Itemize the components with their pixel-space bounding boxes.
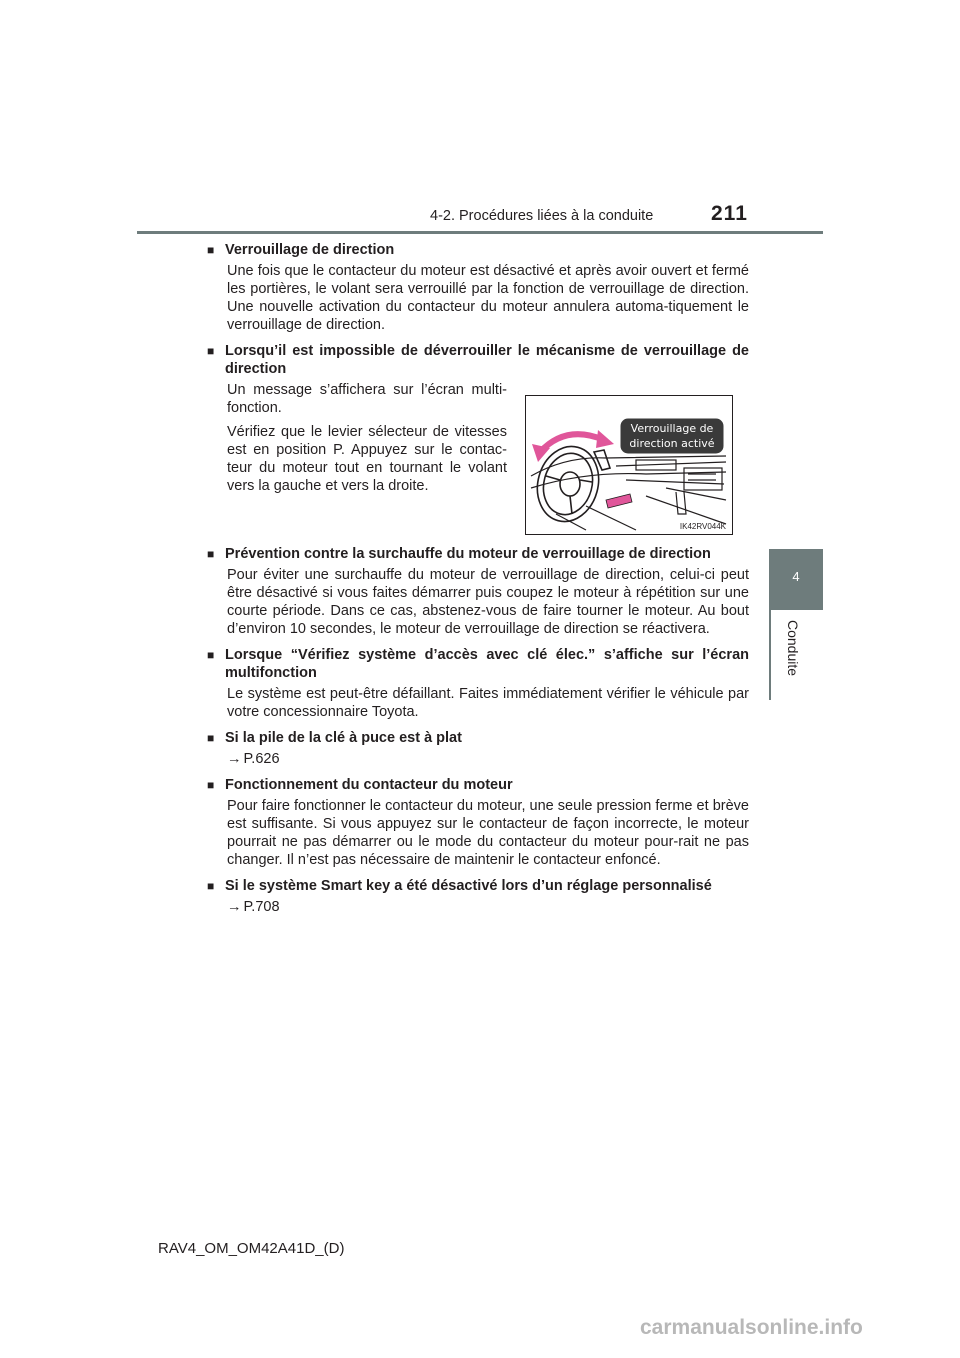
chapter-number: 4: [792, 569, 800, 584]
section-heading: ■ Prévention contre la surchauffe du moteur de verrouillage de direction: [207, 545, 749, 563]
section-heading: ■ Lorsqu’il est impossible de déverrouiller le mécanisme de verrouillage de direction: [207, 342, 749, 378]
section-heading: ■ Verrouillage de direction: [207, 241, 749, 259]
section-paragraph: Vérifiez que le levier sélecteur de vitesses est en position P. Appuyez sur le contac-teur du moteur tout en tournant le volant vers la gauche et vers la droite.: [227, 424, 507, 494]
section-paragraph: Pour éviter une surchauffe du moteur de verrouillage de direction, celui-ci peut être désactivé si vous faites démarrer puis coupez le moteur à répétition sur une courte période. Dans ce cas, abstenez-vous de faire tourner le moteur. Au bout d’environ 10 secondes, le moteur de verrouillage de direction se réactivera.: [227, 567, 749, 637]
arrow-icon: →: [227, 751, 242, 767]
watermark[interactable]: carmanualsonline.info: [640, 1316, 863, 1339]
section-engine-switch-operation: [207, 776, 749, 869]
page-reference: [227, 898, 749, 916]
section-heading: ■ Si la pile de la clé à puce est à plat: [207, 729, 749, 747]
illustration-code: IK42RV044K: [679, 522, 726, 531]
section-paragraph: Une fois que le contacteur du moteur est désactivé et après avoir ouvert et fermé les portières, le volant sera verrouillé par la fonction de verrouillage de direction. Une nouvelle activation du contacteur du moteur annulera automa-tiquement le verrouillage de direction.: [227, 263, 749, 333]
section-unlock-impossible: [207, 342, 749, 537]
section-key-battery: [207, 729, 749, 768]
arrow-icon: →: [227, 899, 242, 915]
section-paragraph: Un message s’affichera sur l’écran multi-fonction.: [227, 382, 507, 416]
text-column: [227, 381, 507, 501]
page-reference: [227, 750, 749, 768]
section-paragraph: Le système est peut-être défaillant. Faites immédiatement vérifier le véhicule par votre concessionnaire Toyota.: [227, 686, 749, 720]
side-rule: [769, 610, 771, 700]
page-reference-link[interactable]: P.626: [243, 751, 280, 767]
section-heading: ■ Fonctionnement du contacteur du moteur: [207, 776, 749, 794]
header-section-title: 4-2. Procédures liées à la conduite: [430, 208, 654, 224]
rotation-arrow-drawing: [540, 434, 604, 452]
section-paragraph: Pour faire fonctionner le contacteur du moteur, une seule pression ferme et brève est suffisante. Si vous appuyez sur le contacteur de façon incorrecte, le moteur pourrait ne pas démarrer ou le mode du contacteur du moteur pour-rait ne pas changer. Il n’est pas nécessaire de maintenir le contacteur enfoncé.: [227, 798, 749, 868]
message-line-1: Verrouillage de: [630, 422, 714, 435]
document-code: RAV4_OM_OM42A41D_(D): [158, 1240, 345, 1257]
chapter-side-tab: [769, 549, 823, 610]
steering-lock-illustration: [525, 395, 733, 535]
section-steering-lock: [207, 241, 749, 334]
section-overheat-prevention: [207, 545, 749, 638]
two-column-area: [207, 381, 749, 537]
section-smart-key-deactivated: [207, 877, 749, 916]
page-number: 211: [711, 202, 748, 225]
page-reference-link[interactable]: P.708: [243, 899, 280, 915]
illustration-drawing: [526, 396, 732, 534]
page-content: [207, 241, 749, 924]
message-line-2: direction activé: [629, 437, 715, 450]
chapter-label: Conduite: [785, 620, 801, 677]
section-smart-access-message: [207, 646, 749, 721]
engine-switch-pointer: [606, 494, 632, 508]
rotation-arrow-head: [596, 430, 614, 448]
section-heading: ■ Lorsque “Vérifiez système d’accès avec clé élec.” s’affiche sur l’écran multifonction: [207, 646, 749, 682]
header-rule: [137, 231, 823, 234]
section-heading: ■ Si le système Smart key a été désactivé lors d’un réglage personnalisé: [207, 877, 749, 895]
